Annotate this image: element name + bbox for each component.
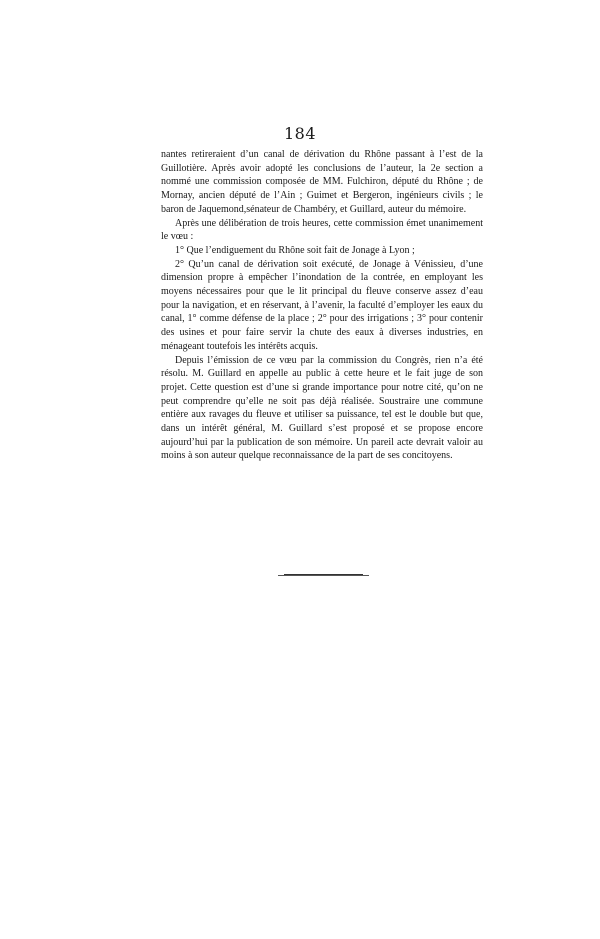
page-number: 184 [283, 124, 317, 143]
body-text [161, 148, 483, 463]
paragraph-item-2: 2° Qu’un canal de dérivation soit exécuté, de Jonage à Vénissieu, d’une dimension propre à empêcher l’inondation de la contrée, en employant les moyens nécessaires pour que le lit principal du fleuve conserve assez d’eau pour la navigation, et en réservant, à l’avenir, la faculté d’employer les eaux du canal, 1° comme défense de la place ; 2° pour des irrigations ; 3° pour contenir des usines et pour faire servir la chute des eaux à diverses industries, en ménageant toutefois les intérêts acquis. [161, 258, 483, 352]
paragraph-item-1: 1° Que l’endiguement du Rhône soit fait de Jonage à Lyon ; [175, 244, 415, 256]
paragraph-conclusion: Depuis l’émission de ce vœu par la commission du Congrès, rien n’a été résolu. M. Guillard en appelle au public à cette heure et le fait juge de son projet. Cette question est d’une si grande importance pour notre cité, qu’on ne peut comprendre qu’elle ne soit pas déjà réalisée. Soustraire une commune entière aux ravages du fleuve et utiliser sa puissance, tel est le double but que, dans un intérêt général, M. Guillard s’est proposé et se propose encore aujourd’hui par la publication de son mémoire. Un pareil acte devrait valoir au moins à son auteur quelque reconnaissance de la part de ses concitoyens. [161, 354, 483, 462]
paragraph-continuation: nantes retireraient d’un canal de dérivation du Rhône passant à l’est de la Guillotière. Après avoir adopté les conclusions de l’auteur, la 2e section a nommé une commission composée de MM. Fulchiron, député du Rhône ; de Mornay, ancien député de l’Ain ; Guimet et Bergeron, ingénieurs civils ; le baron de Jaquemond,sénateur de Chambéry, et Guillard, auteur du mémoire. [161, 149, 483, 215]
section-divider [284, 574, 363, 576]
paragraph-deliberation: Après une délibération de trois heures, cette commission émet unanimement le vœu : [161, 217, 483, 243]
